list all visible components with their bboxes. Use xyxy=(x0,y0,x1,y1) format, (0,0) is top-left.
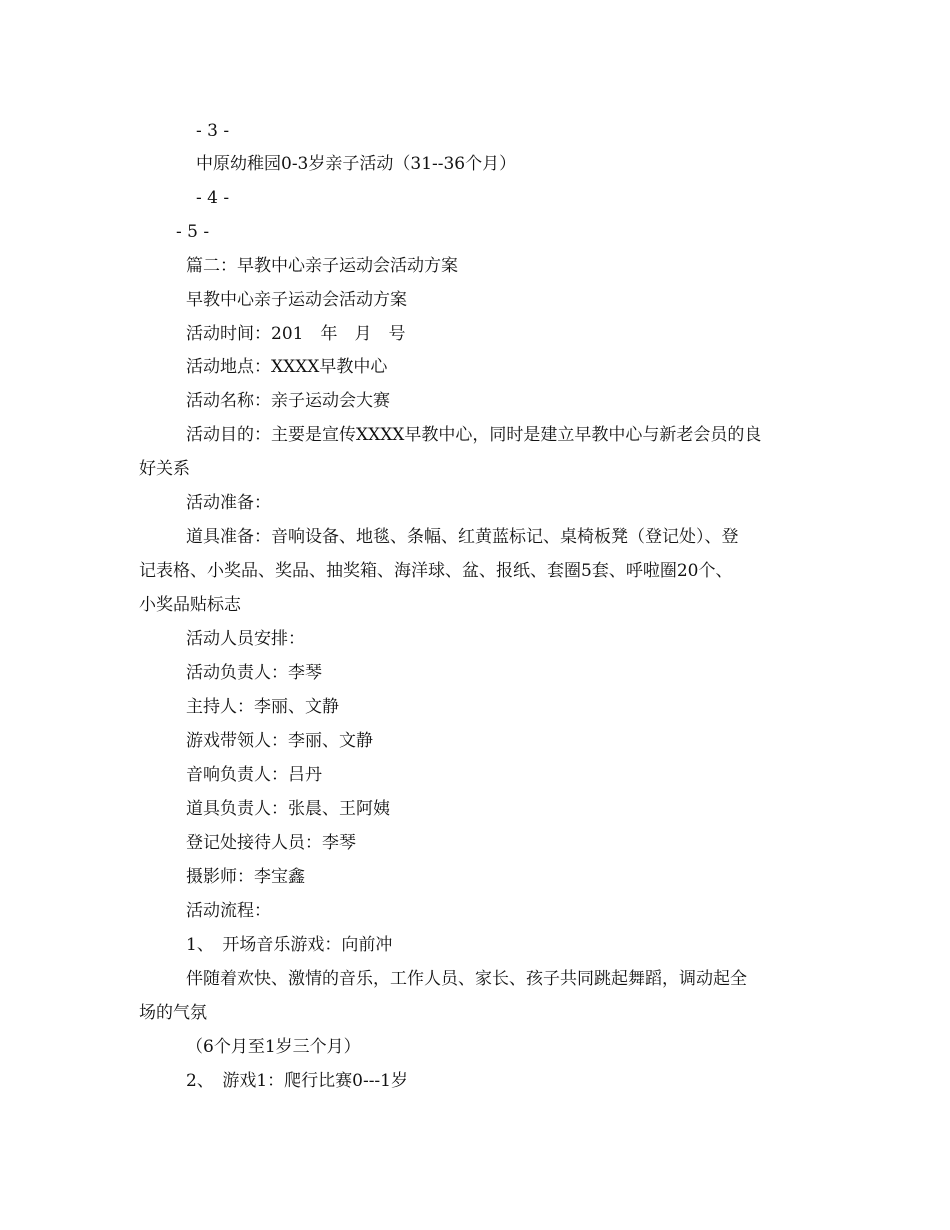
sound-manager: 音响负责人：吕丹 xyxy=(186,765,322,785)
props-preparation-end: 小奖品贴标志 xyxy=(139,595,241,615)
activity-process: 活动流程： xyxy=(186,901,271,921)
activity-preparation: 活动准备： xyxy=(186,493,271,513)
document-title: 早教中心亲子运动会活动方案 xyxy=(186,290,407,310)
activity-time: 活动时间：201 年 月 号 xyxy=(186,324,406,344)
props-manager: 道具负责人：张晨、王阿姨 xyxy=(186,799,390,819)
chapter-heading: 篇二：早教中心亲子运动会活动方案 xyxy=(186,256,458,276)
activity-purpose-continued: 好关系 xyxy=(139,459,190,479)
props-preparation-continued: 记表格、小奖品、奖品、抽奖箱、海洋球、盆、报纸、套圈5套、呼啦圈20个、 xyxy=(139,561,733,581)
staff-arrangement: 活动人员安排： xyxy=(186,629,305,649)
props-preparation: 道具准备：音响设备、地毯、条幅、红黄蓝标记、桌椅板凳（登记处）、登 xyxy=(186,527,739,547)
section-subtitle: 中原幼稚园0-3岁亲子活动（31--36个月） xyxy=(196,154,517,174)
age-group-note: （6个月至1岁三个月） xyxy=(186,1037,361,1057)
process-item-1-description-continued: 场的气氛 xyxy=(139,1003,207,1023)
activity-name: 活动名称：亲子运动会大赛 xyxy=(186,391,390,411)
game-leader: 游戏带领人：李丽、文静 xyxy=(186,731,373,751)
process-item-2: 2、 游戏1：爬行比赛0---1岁 xyxy=(186,1071,408,1091)
page-number-4: - 4 - xyxy=(196,188,230,208)
process-item-1: 1、 开场音乐游戏：向前冲 xyxy=(186,935,393,955)
process-item-1-description: 伴随着欢快、激情的音乐，工作人员、家长、孩子共同跳起舞蹈，调动起全 xyxy=(186,969,747,989)
page-number-3: - 3 - xyxy=(196,121,230,141)
page-number-5: - 5 - xyxy=(176,222,210,242)
activity-leader: 活动负责人：李琴 xyxy=(186,663,322,683)
activity-purpose: 活动目的：主要是宣传XXXX早教中心，同时是建立早教中心与新老会员的良 xyxy=(186,425,762,445)
photographer: 摄影师：李宝鑫 xyxy=(186,867,305,887)
activity-location: 活动地点：XXXX早教中心 xyxy=(186,357,388,377)
registration-staff: 登记处接待人员：李琴 xyxy=(186,833,356,853)
host: 主持人：李丽、文静 xyxy=(186,697,339,717)
